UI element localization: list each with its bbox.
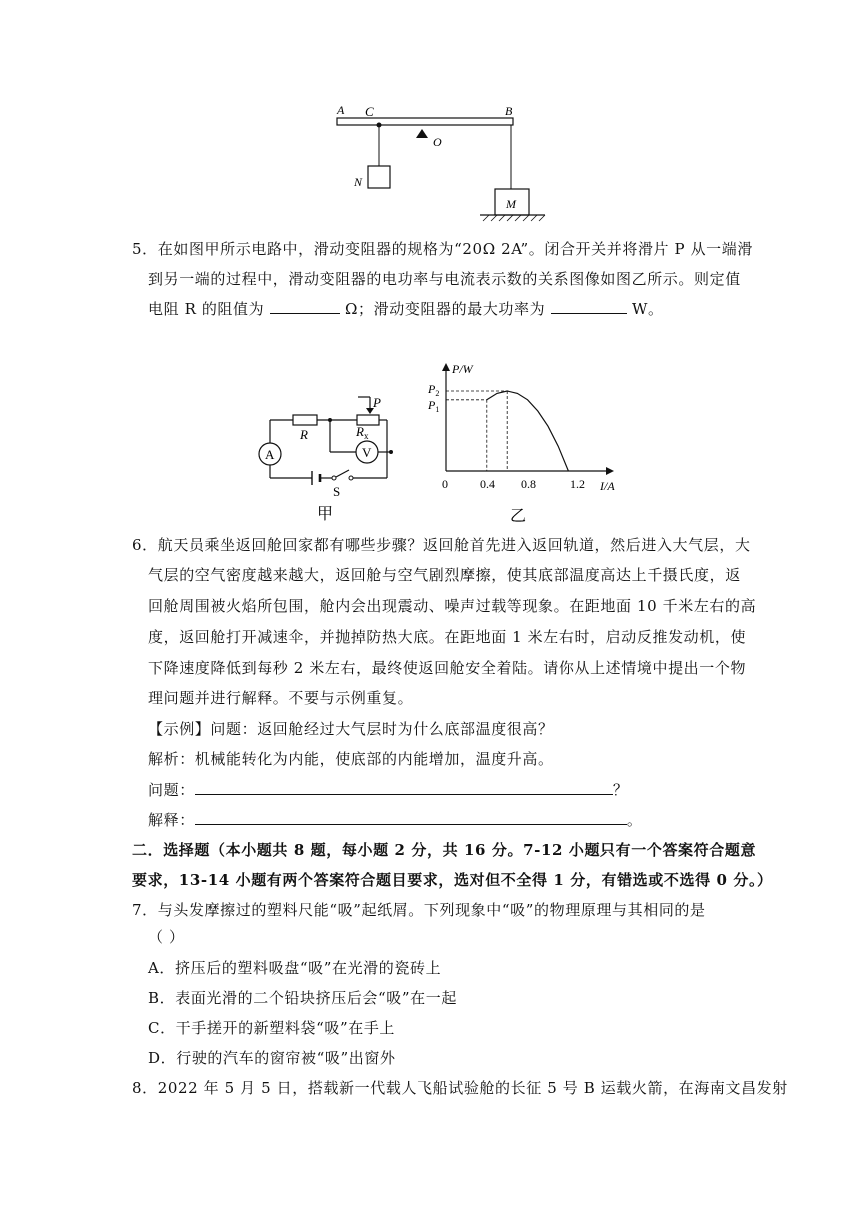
- q8-line1: 8．2022 年 5 月 5 日，搭载新一代载人飞船试验舱的长征 5 号 B 运载火箭，在海南文昌发射: [132, 1079, 788, 1097]
- battery: [312, 471, 320, 485]
- q6-question-line: [148, 780, 628, 800]
- label-S: S: [333, 484, 341, 499]
- q6-question-blank[interactable]: [195, 780, 613, 795]
- label-B: B: [505, 104, 513, 118]
- label-C: C: [365, 104, 374, 119]
- q5-blank-power[interactable]: [551, 299, 627, 314]
- y-axis-arrow: [442, 363, 450, 371]
- y-tick-P2: $P_2$: [428, 382, 440, 398]
- label-M: M: [506, 197, 516, 211]
- y-tick-P1: $P_1$: [428, 398, 440, 414]
- q5-line1: 5．在如图甲所示电路中，滑动变阻器的规格为“20Ω 2A”。闭合开关并将滑片 P 从一端滑: [132, 240, 753, 258]
- label-N: N: [354, 175, 363, 189]
- q5-line3-b: Ω；滑动变阻器的最大功率为: [344, 300, 546, 318]
- guide-dashes: [446, 391, 507, 471]
- q7-line1: 7．与头发摩擦过的塑料尺能“吸”起纸屑。下列现象中“吸”的物理原理与其相同的是: [132, 901, 706, 919]
- q5-blank-resistance[interactable]: [270, 299, 340, 314]
- q7-option-a[interactable]: A．挤压后的塑料吸盘“吸”在光滑的瓷砖上: [148, 959, 442, 977]
- power-current-graph: [420, 355, 630, 525]
- circuit-figure: [255, 383, 405, 523]
- q6-question-label: 问题：: [148, 781, 195, 799]
- q6-answer-label: 解释：: [148, 811, 195, 829]
- x-tick-0.8: 0.8: [521, 477, 536, 491]
- section2-line2: 要求，13-14 小题有两个答案符合题目要求，选对但不全得 1 分，有错选或不选得 0 分。）: [132, 871, 773, 889]
- q5-line3-c: W。: [631, 300, 664, 318]
- resistor-R: [293, 415, 317, 425]
- label-Rx: $R_x$: [356, 424, 369, 441]
- label-V: V: [362, 445, 372, 460]
- q6-line4: 度，返回舱打开减速伞，并抛掉防热大底。在距地面 1 米左右时，启动反推发动机，使: [148, 628, 747, 646]
- q6-line1: 6．航天员乘坐返回舱回家都有哪些步骤？返回舱首先进入返回轨道，然后进入大气层，大: [132, 536, 751, 554]
- power-curve: [487, 391, 569, 471]
- q7-option-b[interactable]: B．表面光滑的二个铅块挤压后会“吸”在一起: [148, 989, 457, 1007]
- q5-line3: [148, 299, 664, 319]
- caption-jia: 甲: [317, 506, 334, 523]
- section2-line1: 二．选择题（本小题共 8 题，每小题 2 分，共 16 分。7-12 小题只有一个答案符合题意: [132, 841, 757, 859]
- x-axis-arrow: [606, 467, 614, 475]
- lever-figure: [325, 100, 555, 225]
- q6-line3: 回舱周围被火焰所包围，舱内会出现震动、噪声过载等现象。在距地面 10 千米左右的高: [148, 597, 757, 615]
- ground-hatch: [483, 215, 545, 221]
- q7-option-c[interactable]: C．干手搓开的新塑料袋“吸”在手上: [148, 1019, 396, 1037]
- x-tick-0.4: 0.4: [480, 477, 495, 491]
- q6-line2: 气层的空气密度越来越大，返回舱与空气剧烈摩擦，使其底部温度高达上千摄氏度，返: [148, 566, 741, 584]
- junction-1: [328, 418, 332, 422]
- q6-answer-blank[interactable]: [195, 810, 627, 825]
- fulcrum-O: [416, 129, 428, 138]
- junction-2: [389, 450, 393, 454]
- q6-line6: 理问题并进行解释。不要与示例重复。: [148, 689, 414, 707]
- y-axis-label: P/W: [452, 362, 473, 376]
- label-A: A: [265, 447, 275, 462]
- q6-example: 【示例】问题：返回舱经过大气层时为什么底部温度很高？: [148, 720, 554, 738]
- label-A: A: [337, 103, 345, 117]
- lever-bar: [337, 118, 513, 125]
- switch-S: [332, 470, 353, 480]
- caption-yi: 乙: [510, 508, 527, 525]
- x-axis-label: I/A: [600, 479, 615, 493]
- q7-option-d[interactable]: D．行驶的汽车的窗帘被“吸”出窗外: [148, 1049, 396, 1067]
- label-P: P: [373, 395, 381, 410]
- x-tick-1.2: 1.2: [570, 477, 585, 491]
- q5-line2: 到另一端的过程中，滑动变阻器的电功率与电流表示数的关系图像如图乙所示。则定值: [148, 270, 741, 288]
- q6-answer-end: 。: [626, 811, 643, 829]
- q6-example-answer: 解析：机械能转化为内能，使底部的内能增加，温度升高。: [148, 750, 554, 768]
- q7-answer-paren[interactable]: （ ）: [148, 928, 185, 946]
- q6-question-end: ？: [612, 781, 629, 799]
- q6-answer-line: [148, 810, 642, 830]
- label-O: O: [433, 135, 442, 149]
- q5-line3-a: 电阻 R 的阻值为: [148, 300, 265, 318]
- q6-line5: 下降速度降低到每秒 2 米左右，最终使返回舱安全着陆。请你从上述情境中提出一个物: [148, 659, 747, 677]
- block-N: [368, 166, 390, 188]
- label-R: R: [300, 427, 308, 442]
- origin-label: 0: [442, 477, 448, 491]
